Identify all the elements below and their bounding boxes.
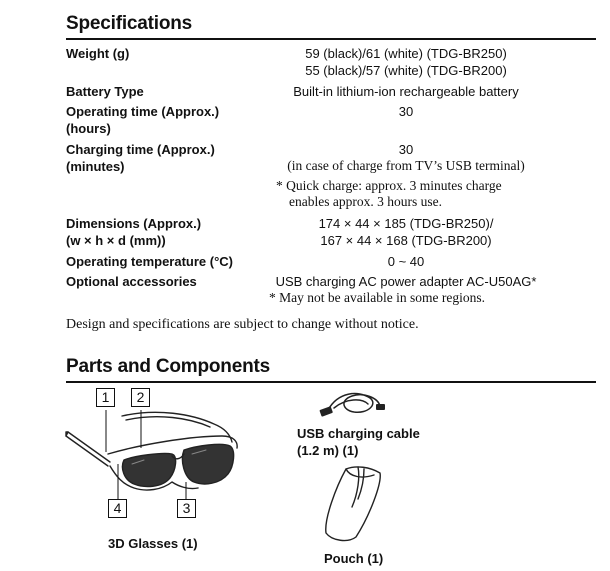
usb-cable-icon xyxy=(318,384,388,420)
callout-4: 4 xyxy=(108,499,127,518)
charging-time-label-2: (minutes) xyxy=(66,159,125,174)
3d-glasses-illustration xyxy=(62,390,262,510)
weight-label: Weight (g) xyxy=(66,46,130,61)
battery-type-label: Battery Type xyxy=(66,84,144,99)
pouch-icon xyxy=(318,463,388,543)
operating-time-value: 30 xyxy=(398,104,414,119)
weight-value-2: 55 (black)/57 (white) (TDG-BR200) xyxy=(305,63,507,78)
usb-cable-caption-1: USB charging cable xyxy=(297,426,420,441)
weight-value-1: 59 (black)/61 (white) (TDG-BR250) xyxy=(305,46,507,61)
parts-rule xyxy=(66,381,596,383)
glasses-left-lens xyxy=(122,453,175,486)
quick-charge-note-1: * Quick charge: approx. 3 minutes charge xyxy=(276,178,502,193)
glasses-caption: 3D Glasses (1) xyxy=(108,536,198,551)
dimensions-value-2: 167 × 44 × 168 (TDG-BR200) xyxy=(320,233,492,248)
charging-time-value: 30 xyxy=(398,142,414,157)
glasses-right-temple xyxy=(122,412,232,442)
callout-2: 2 xyxy=(131,388,150,407)
parts-title: Parts and Components xyxy=(66,356,270,377)
dimensions-label-2: (w × h × d (mm)) xyxy=(66,233,166,248)
specifications-notice: Design and specifications are subject to change without notice. xyxy=(66,317,419,332)
optional-accessories-value: USB charging AC power adapter AC-U50AG* xyxy=(275,274,537,289)
operating-time-label-1: Operating time (Approx.) xyxy=(66,104,220,119)
pouch-caption: Pouch (1) xyxy=(324,551,384,566)
charging-time-usb-note: (in case of charge from TV’s USB terminal) xyxy=(287,158,525,173)
callout-3: 3 xyxy=(177,499,196,518)
optional-accessories-note: * May not be available in some regions. xyxy=(269,290,485,305)
operating-temperature-label: Operating temperature (°C) xyxy=(66,254,234,269)
dimensions-value-1: 174 × 44 × 185 (TDG-BR250)/ xyxy=(318,216,494,231)
callout-1: 1 xyxy=(96,388,115,407)
glasses-right-lens xyxy=(182,444,233,484)
optional-accessories-label: Optional accessories xyxy=(66,274,197,289)
operating-time-label-2: (hours) xyxy=(66,121,111,136)
charging-time-label-1: Charging time (Approx.) xyxy=(66,142,215,157)
quick-charge-note-2: enables approx. 3 hours use. xyxy=(289,194,442,209)
specifications-title: Specifications xyxy=(66,13,193,34)
battery-type-value: Built-in lithium-ion rechargeable battery xyxy=(293,84,519,99)
glasses-left-temple xyxy=(66,436,108,466)
dimensions-label-1: Dimensions (Approx.) xyxy=(66,216,202,231)
usb-cable-caption-2: (1.2 m) (1) xyxy=(297,443,359,458)
operating-temperature-value: 0 ~ 40 xyxy=(387,254,425,269)
specifications-rule xyxy=(66,38,596,40)
